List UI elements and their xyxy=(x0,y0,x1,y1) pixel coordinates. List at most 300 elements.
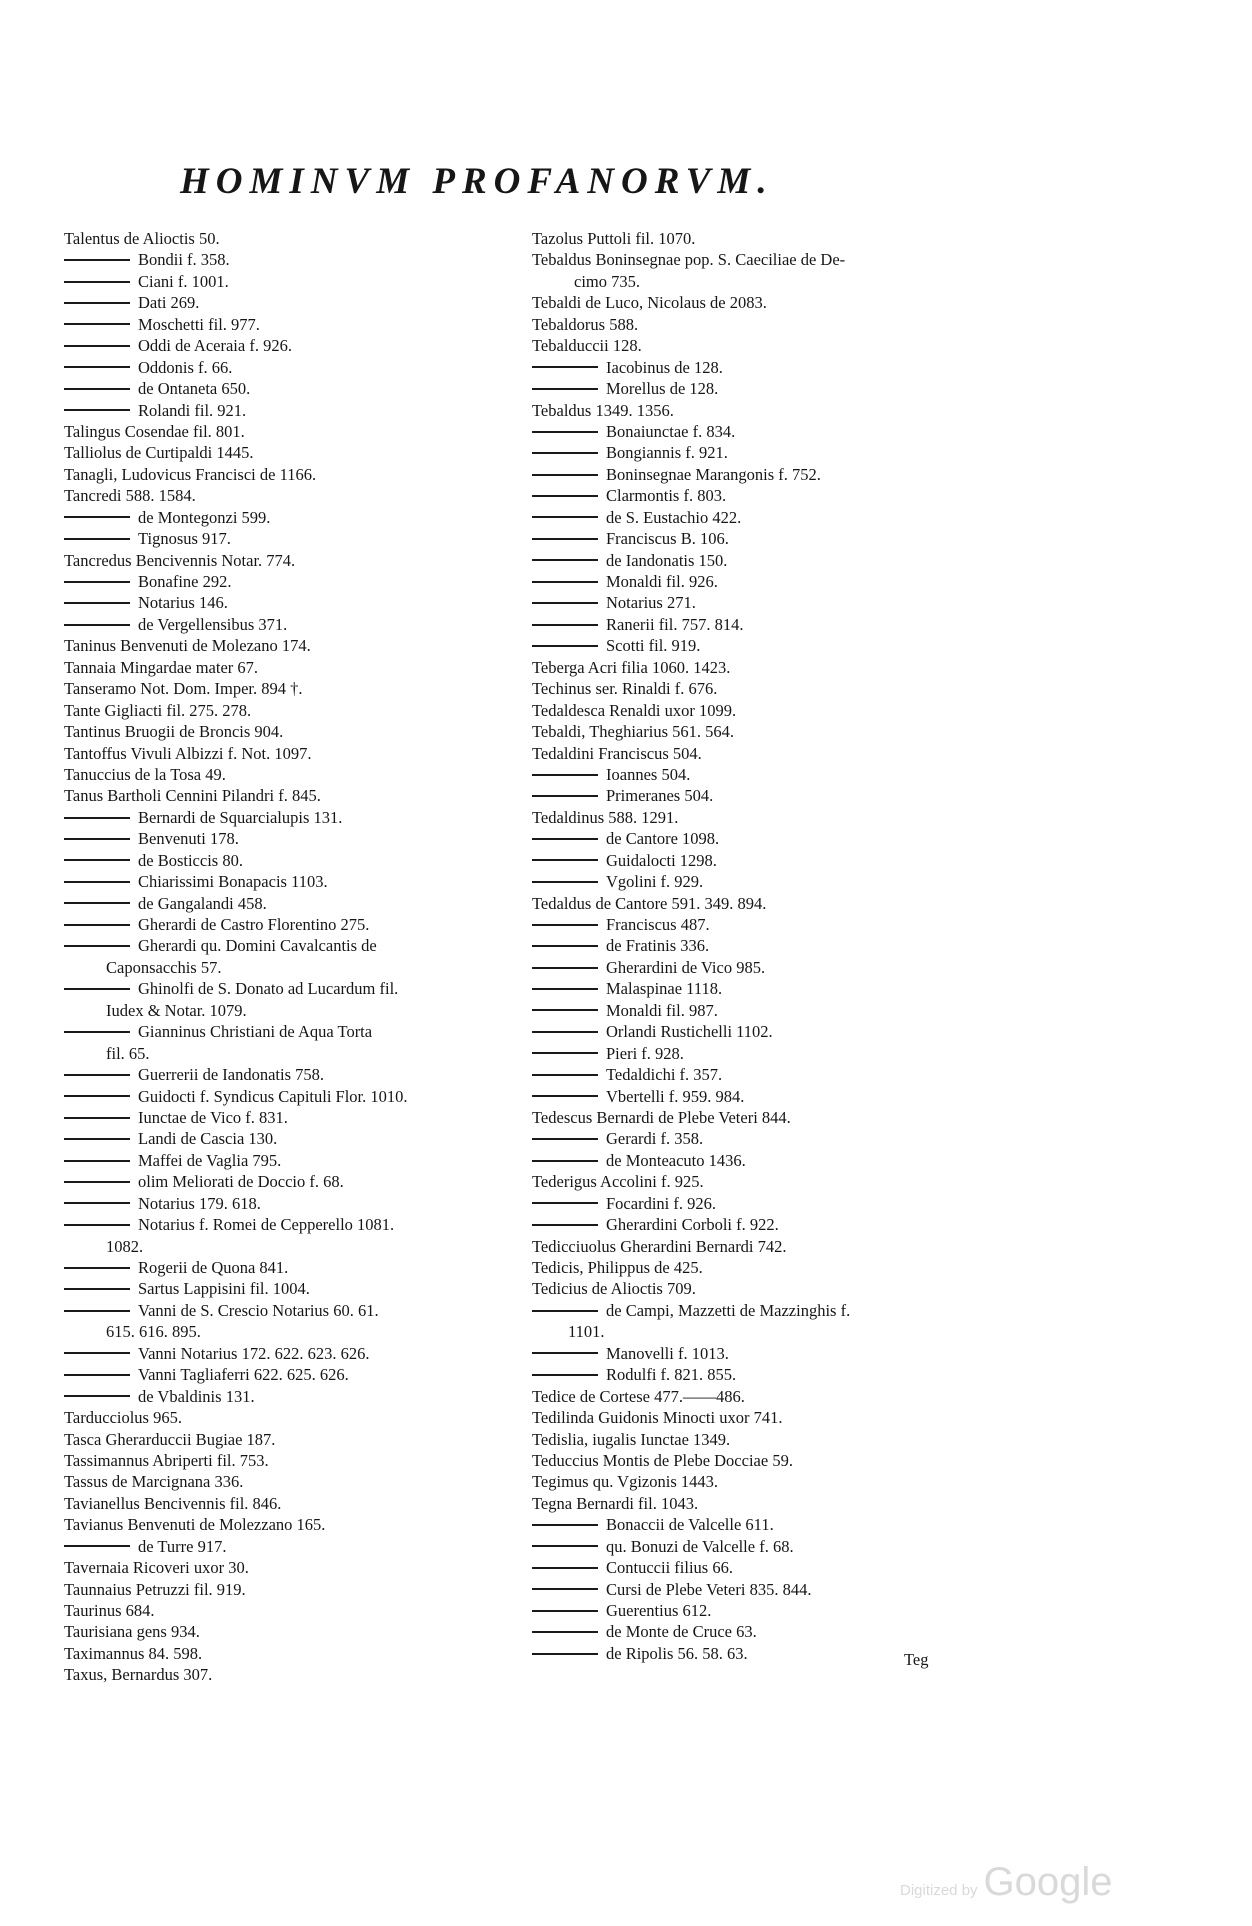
ditto-dash xyxy=(532,452,598,454)
index-entry xyxy=(532,1600,992,1621)
ditto-dash xyxy=(532,1610,598,1612)
index-entry xyxy=(532,464,992,485)
index-entry xyxy=(532,378,992,399)
entry-text: Tedescus Bernardi de Plebe Veteri 844. xyxy=(532,1107,791,1127)
ditto-dash xyxy=(532,516,598,518)
ditto-dash xyxy=(64,1395,130,1397)
ditto-dash xyxy=(532,645,598,647)
ditto-dash xyxy=(64,902,130,904)
index-entry xyxy=(532,1128,992,1149)
ditto-dash xyxy=(532,602,598,604)
index-entry xyxy=(532,957,992,978)
entry-text: Ciani f. 1001. xyxy=(138,271,229,291)
index-entry xyxy=(532,1300,992,1321)
ditto-dash xyxy=(64,1117,130,1119)
index-entry xyxy=(64,893,524,914)
ditto-dash xyxy=(532,431,598,433)
index-entry xyxy=(532,1364,992,1385)
index-entry xyxy=(64,1021,524,1042)
entry-text: 1101. xyxy=(568,1322,605,1342)
entry-text: Tederigus Accolini f. 925. xyxy=(532,1172,704,1192)
entry-text: Tebaldorus 588. xyxy=(532,314,639,334)
index-entry xyxy=(532,914,992,935)
index-entry xyxy=(64,1214,524,1235)
index-entry xyxy=(532,1407,992,1428)
index-entry xyxy=(64,1429,524,1450)
entry-text: Gherardini de Vico 985. xyxy=(606,957,766,977)
ditto-dash xyxy=(64,859,130,861)
index-entry xyxy=(532,1429,992,1450)
ditto-dash xyxy=(532,1588,598,1590)
entry-text: Bonaccii de Valcelle 611. xyxy=(606,1515,774,1535)
entry-text: Tassimannus Abriperti fil. 753. xyxy=(64,1450,269,1470)
index-entry xyxy=(64,507,524,528)
entry-text: Tebaldi de Luco, Nicolaus de 2083. xyxy=(532,293,767,313)
index-entry xyxy=(64,871,524,892)
index-entry xyxy=(64,442,524,463)
index-entry xyxy=(64,1493,524,1514)
index-entry xyxy=(532,1579,992,1600)
index-entry xyxy=(64,1536,524,1557)
ditto-dash xyxy=(532,1545,598,1547)
index-entry xyxy=(532,1386,992,1407)
entry-text: Iacobinus de 128. xyxy=(606,357,723,377)
entry-text: Rogerii de Quona 841. xyxy=(138,1258,289,1277)
entry-text: de Ripolis 56. 58. 63. xyxy=(606,1643,748,1663)
index-entry xyxy=(532,528,992,549)
entry-text: Taunnaius Petruzzi fil. 919. xyxy=(64,1579,246,1599)
entry-text: Iudex & Notar. 1079. xyxy=(106,1000,247,1020)
entry-text: 615. 616. 895. xyxy=(106,1322,201,1342)
ditto-dash xyxy=(532,1224,598,1226)
index-entry xyxy=(64,1300,524,1321)
entry-text: Tante Gigliacti fil. 275. 278. xyxy=(64,700,252,720)
ditto-dash xyxy=(64,1074,130,1076)
ditto-dash xyxy=(532,1074,598,1076)
index-entry xyxy=(64,464,524,485)
entry-text: de Turre 917. xyxy=(138,1536,227,1556)
ditto-dash xyxy=(532,559,598,561)
entry-text: de Monteacuto 1436. xyxy=(606,1150,746,1170)
index-entry xyxy=(532,764,992,785)
index-entry xyxy=(64,1086,524,1107)
index-entry xyxy=(532,678,992,699)
ditto-dash xyxy=(532,538,598,540)
entry-text: Techinus ser. Rinaldi f. 676. xyxy=(532,679,718,699)
entry-text: Gianninus Christiani de Aqua Torta xyxy=(138,1022,373,1042)
index-entry xyxy=(532,1150,992,1171)
entry-text: Tebaldi, Theghiarius 561. 564. xyxy=(532,722,735,742)
entry-text: Oddonis f. 66. xyxy=(138,357,233,377)
entry-text: Vanni Notarius 172. 622. 623. 626. xyxy=(138,1343,370,1363)
index-entry xyxy=(64,1321,524,1342)
index-entry xyxy=(532,1043,992,1064)
index-entry xyxy=(532,1536,992,1557)
index-entry xyxy=(532,1471,992,1492)
entry-text: Notarius 179. 618. xyxy=(138,1193,261,1213)
entry-text: Franciscus 487. xyxy=(606,915,710,934)
entry-text: Tegna Bernardi fil. 1043. xyxy=(532,1493,699,1513)
entry-text: Bongiannis f. 921. xyxy=(606,443,728,463)
ditto-dash xyxy=(532,924,598,926)
entry-text: Gherardini Corboli f. 922. xyxy=(606,1215,779,1235)
entry-text: Tanus Bartholi Cennini Pilandri f. 845. xyxy=(64,786,321,806)
entry-text: Gherardi de Castro Florentino 275. xyxy=(138,915,370,934)
entry-text: Tedaldus de Cantore 591. 349. 894. xyxy=(532,893,767,913)
ditto-dash xyxy=(64,259,130,261)
ditto-dash xyxy=(532,1352,598,1354)
entry-text: Tavianellus Bencivennis fil. 846. xyxy=(64,1493,282,1513)
index-entry xyxy=(532,893,992,914)
index-entry xyxy=(64,335,524,356)
ditto-dash xyxy=(64,602,130,604)
ditto-dash xyxy=(532,1160,598,1162)
ditto-dash xyxy=(532,366,598,368)
entry-text: Franciscus B. 106. xyxy=(606,529,729,549)
entry-text: Tavianus Benvenuti de Molezzano 165. xyxy=(64,1515,326,1535)
ditto-dash xyxy=(64,1138,130,1140)
entry-text: Tedaldinus 588. 1291. xyxy=(532,807,679,827)
index-entry xyxy=(532,271,992,292)
ditto-dash xyxy=(532,1310,598,1312)
entry-text: Tedicciuolus Gherardini Bernardi 742. xyxy=(532,1236,787,1256)
index-entry xyxy=(532,1064,992,1085)
entry-text: Tebalduccii 128. xyxy=(532,336,642,356)
index-entry xyxy=(64,1514,524,1535)
index-entry xyxy=(532,635,992,656)
index-entry xyxy=(64,785,524,806)
index-entry xyxy=(64,1150,524,1171)
entry-text: Morellus de 128. xyxy=(606,379,719,399)
entry-text: Tantoffus Vivuli Albizzi f. Not. 1097. xyxy=(64,743,312,763)
index-entry xyxy=(64,635,524,656)
ditto-dash xyxy=(64,1095,130,1097)
entry-text: Notarius 271. xyxy=(606,593,696,613)
entry-text: Oddi de Aceraia f. 926. xyxy=(138,336,292,356)
entry-text: Talingus Cosendae fil. 801. xyxy=(64,421,245,441)
entry-text: de Monte de Cruce 63. xyxy=(606,1622,757,1642)
entry-text: Ranerii fil. 757. 814. xyxy=(606,614,744,634)
index-entry xyxy=(64,485,524,506)
index-entry xyxy=(532,507,992,528)
ditto-dash xyxy=(64,1224,130,1226)
index-entry xyxy=(532,721,992,742)
entry-text: Monaldi fil. 987. xyxy=(606,1000,718,1020)
index-entry xyxy=(532,357,992,378)
entry-text: Rolandi fil. 921. xyxy=(138,400,247,420)
entry-text: de Ontaneta 650. xyxy=(138,379,251,399)
index-entry xyxy=(64,357,524,378)
ditto-dash xyxy=(532,1052,598,1054)
entry-text: cimo 735. xyxy=(574,271,640,291)
ditto-dash xyxy=(64,1374,130,1376)
ditto-dash xyxy=(64,838,130,840)
ditto-dash xyxy=(532,1031,598,1033)
entry-text: de Fratinis 336. xyxy=(606,936,710,956)
index-entry xyxy=(532,1321,992,1342)
entry-text: de Vbaldinis 131. xyxy=(138,1386,255,1406)
ditto-dash xyxy=(532,1009,598,1011)
entry-text: de Campi, Mazzetti de Mazzinghis f. xyxy=(606,1300,851,1320)
index-entry xyxy=(532,228,992,249)
entry-text: Iunctae de Vico f. 831. xyxy=(138,1107,288,1127)
index-entry xyxy=(64,764,524,785)
ditto-dash xyxy=(64,1352,130,1354)
entry-text: Boninsegnae Marangonis f. 752. xyxy=(606,464,821,484)
entry-text: Notarius f. Romei de Cepperello 1081. xyxy=(138,1215,395,1235)
index-entry xyxy=(532,1000,992,1021)
index-entry xyxy=(532,700,992,721)
entry-text: Contuccii filius 66. xyxy=(606,1558,733,1578)
index-entry xyxy=(64,571,524,592)
entry-text: Tedicius de Alioctis 709. xyxy=(532,1279,696,1299)
entry-text: Tedaldichi f. 357. xyxy=(606,1065,723,1085)
entry-text: Tancredi 588. 1584. xyxy=(64,486,196,506)
entry-text: Bondii f. 358. xyxy=(138,250,230,270)
ditto-dash xyxy=(64,988,130,990)
entry-text: Benvenuti 178. xyxy=(138,829,239,849)
entry-text: de S. Eustachio 422. xyxy=(606,507,742,527)
entry-text: Tancredus Bencivennis Notar. 774. xyxy=(64,550,296,570)
index-entry xyxy=(64,314,524,335)
ditto-dash xyxy=(64,1031,130,1033)
ditto-dash xyxy=(532,945,598,947)
index-entry xyxy=(532,442,992,463)
entry-text: Tignosus 917. xyxy=(138,529,231,549)
entry-text: de Gangalandi 458. xyxy=(138,893,267,913)
index-entry xyxy=(532,850,992,871)
index-entry xyxy=(64,1407,524,1428)
entry-text: Tarducciolus 965. xyxy=(64,1408,182,1428)
index-entry xyxy=(532,935,992,956)
entry-text: 1082. xyxy=(106,1236,144,1256)
ditto-dash xyxy=(64,409,130,411)
entry-text: Tantinus Bruogii de Broncis 904. xyxy=(64,722,284,742)
index-entry xyxy=(64,1236,524,1257)
entry-text: Bernardi de Squarcialupis 131. xyxy=(138,807,343,827)
index-entry xyxy=(64,592,524,613)
entry-text: Vanni de S. Crescio Notarius 60. 61. xyxy=(138,1300,379,1320)
index-entry xyxy=(532,1278,992,1299)
entry-text: Guerentius 612. xyxy=(606,1601,712,1620)
index-entry xyxy=(532,292,992,313)
ditto-dash xyxy=(532,581,598,583)
entry-text: Gherardi qu. Domini Cavalcantis de xyxy=(138,936,377,956)
entry-text: de Vergellensibus 371. xyxy=(138,614,288,634)
page-title: HOMINVM PROFANORVM. xyxy=(180,161,774,202)
index-entry xyxy=(532,1021,992,1042)
catchword: Teg xyxy=(904,1650,929,1669)
index-entry xyxy=(64,1450,524,1471)
index-entry xyxy=(532,1343,992,1364)
entry-text: Tannaia Mingardae mater 67. xyxy=(64,657,259,677)
index-entry xyxy=(64,828,524,849)
ditto-dash xyxy=(64,388,130,390)
index-entry xyxy=(64,1278,524,1299)
index-entry xyxy=(532,743,992,764)
ditto-dash xyxy=(64,302,130,304)
ditto-dash xyxy=(532,1138,598,1140)
ditto-dash xyxy=(64,323,130,325)
entry-text: Tedislia, iugalis Iunctae 1349. xyxy=(532,1429,731,1449)
ditto-dash xyxy=(532,624,598,626)
index-entry xyxy=(532,1236,992,1257)
entry-text: Bonafine 292. xyxy=(138,572,232,591)
index-entry xyxy=(532,335,992,356)
entry-text: Manovelli f. 1013. xyxy=(606,1343,729,1363)
entry-text: Scotti fil. 919. xyxy=(606,636,701,656)
index-entry xyxy=(64,978,524,999)
index-entry xyxy=(64,614,524,635)
entry-text: Chiarissimi Bonapacis 1103. xyxy=(138,872,328,892)
ditto-dash xyxy=(532,838,598,840)
ditto-dash xyxy=(64,1267,130,1269)
entry-text: Gerardi f. 358. xyxy=(606,1129,704,1149)
ditto-dash xyxy=(64,1181,130,1183)
index-entry xyxy=(532,249,992,270)
index-entry xyxy=(64,271,524,292)
index-entry xyxy=(64,1193,524,1214)
entry-text: Taurisiana gens 934. xyxy=(64,1622,200,1642)
ditto-dash xyxy=(532,495,598,497)
index-entry xyxy=(64,957,524,978)
ditto-dash xyxy=(532,1524,598,1526)
entry-text: Ghinolfi de S. Donato ad Lucardum fil. xyxy=(138,979,399,999)
index-entry xyxy=(532,485,992,506)
ditto-dash xyxy=(532,795,598,797)
ditto-dash xyxy=(532,1202,598,1204)
ditto-dash xyxy=(64,1160,130,1162)
entry-text: Vanni Tagliaferri 622. 625. 626. xyxy=(138,1365,349,1385)
entry-text: de Bosticcis 80. xyxy=(138,850,243,870)
index-entry xyxy=(64,1171,524,1192)
index-entry xyxy=(64,378,524,399)
index-entry xyxy=(64,1343,524,1364)
index-entry xyxy=(532,1450,992,1471)
ditto-dash xyxy=(64,945,130,947)
index-entry xyxy=(64,657,524,678)
index-entry xyxy=(532,1514,992,1535)
entry-text: Ioannes 504. xyxy=(606,764,691,784)
entry-text: Tanagli, Ludovicus Francisci de 1166. xyxy=(64,464,317,484)
entry-text: olim Meliorati de Doccio f. 68. xyxy=(138,1172,344,1192)
entry-text: Talentus de Alioctis 50. xyxy=(64,229,220,248)
index-entry xyxy=(532,571,992,592)
ditto-dash xyxy=(64,538,130,540)
entry-text: Guerrerii de Iandonatis 758. xyxy=(138,1065,325,1085)
index-entry xyxy=(532,421,992,442)
ditto-dash xyxy=(532,1653,598,1655)
ditto-dash xyxy=(64,624,130,626)
index-entry xyxy=(532,871,992,892)
entry-text: Taxus, Bernardus 307. xyxy=(64,1665,213,1685)
entry-text: de Iandonatis 150. xyxy=(606,550,728,570)
index-entry xyxy=(532,614,992,635)
watermark-brand: Google xyxy=(983,1860,1113,1904)
entry-text: Dati 269. xyxy=(138,293,200,313)
entry-text: Taurinus 684. xyxy=(64,1601,155,1620)
entry-text: Maffei de Vaglia 795. xyxy=(138,1150,282,1170)
ditto-dash xyxy=(64,1288,130,1290)
index-entry xyxy=(64,1386,524,1407)
index-entry xyxy=(532,1214,992,1235)
index-entry xyxy=(532,1171,992,1192)
index-entry xyxy=(532,400,992,421)
ditto-dash xyxy=(64,281,130,283)
index-entry xyxy=(532,657,992,678)
ditto-dash xyxy=(532,388,598,390)
entry-text: Tazolus Puttoli fil. 1070. xyxy=(532,229,696,248)
entry-text: Vgolini f. 929. xyxy=(606,872,704,892)
watermark-prefix: Digitized by xyxy=(900,1882,978,1899)
index-entry xyxy=(64,421,524,442)
index-entry xyxy=(64,807,524,828)
entry-text: Orlandi Rustichelli 1102. xyxy=(606,1022,773,1042)
index-entry xyxy=(64,1557,524,1578)
index-entry xyxy=(532,807,992,828)
entry-text: Primeranes 504. xyxy=(606,786,714,806)
entry-text: Tedicis, Philippus de 425. xyxy=(532,1258,703,1277)
index-entry xyxy=(64,678,524,699)
index-entry xyxy=(64,1579,524,1600)
ditto-dash xyxy=(532,1631,598,1633)
index-entry xyxy=(64,850,524,871)
entry-text: Clarmontis f. 803. xyxy=(606,486,727,506)
ditto-dash xyxy=(64,1310,130,1312)
index-entry xyxy=(64,1043,524,1064)
ditto-dash xyxy=(64,924,130,926)
ditto-dash xyxy=(532,474,598,476)
ditto-dash xyxy=(532,988,598,990)
entry-text: Rodulfi f. 821. 855. xyxy=(606,1365,737,1385)
index-entry xyxy=(532,1257,992,1278)
index-entry xyxy=(532,1193,992,1214)
index-column-left xyxy=(64,228,524,1686)
entry-text: Vbertelli f. 959. 984. xyxy=(606,1086,745,1106)
index-entry xyxy=(64,400,524,421)
index-entry xyxy=(532,828,992,849)
ditto-dash xyxy=(532,1567,598,1569)
ditto-dash xyxy=(64,516,130,518)
entry-text: Tegimus qu. Vgizonis 1443. xyxy=(532,1472,718,1492)
index-column-right xyxy=(532,228,992,1664)
entry-text: fil. 65. xyxy=(106,1043,150,1063)
index-entry xyxy=(532,978,992,999)
entry-text: Cursi de Plebe Veteri 835. 844. xyxy=(606,1579,812,1599)
entry-text: Caponsacchis 57. xyxy=(106,957,222,977)
entry-text: Tasca Gherarduccii Bugiae 187. xyxy=(64,1429,276,1449)
index-entry xyxy=(532,314,992,335)
entry-text: Tassus de Marcignana 336. xyxy=(64,1472,244,1492)
index-entry xyxy=(64,249,524,270)
index-entry xyxy=(64,550,524,571)
entry-text: Taninus Benvenuti de Molezano 174. xyxy=(64,636,311,656)
entry-text: qu. Bonuzi de Valcelle f. 68. xyxy=(606,1536,794,1556)
entry-text: Talliolus de Curtipaldi 1445. xyxy=(64,443,254,463)
ditto-dash xyxy=(532,881,598,883)
entry-text: Notarius 146. xyxy=(138,593,228,613)
entry-text: Taximannus 84. 598. xyxy=(64,1643,203,1663)
ditto-dash xyxy=(532,774,598,776)
index-entry xyxy=(64,935,524,956)
index-entry xyxy=(64,914,524,935)
entry-text: Malaspinae 1118. xyxy=(606,979,723,999)
ditto-dash xyxy=(64,817,130,819)
entry-text: Sartus Lappisini fil. 1004. xyxy=(138,1279,310,1299)
entry-text: de Montegonzi 599. xyxy=(138,507,271,527)
entry-text: Teduccius Montis de Plebe Docciae 59. xyxy=(532,1450,793,1470)
entry-text: Tebaldus Boninsegnae pop. S. Caeciliae de De- xyxy=(532,250,846,270)
